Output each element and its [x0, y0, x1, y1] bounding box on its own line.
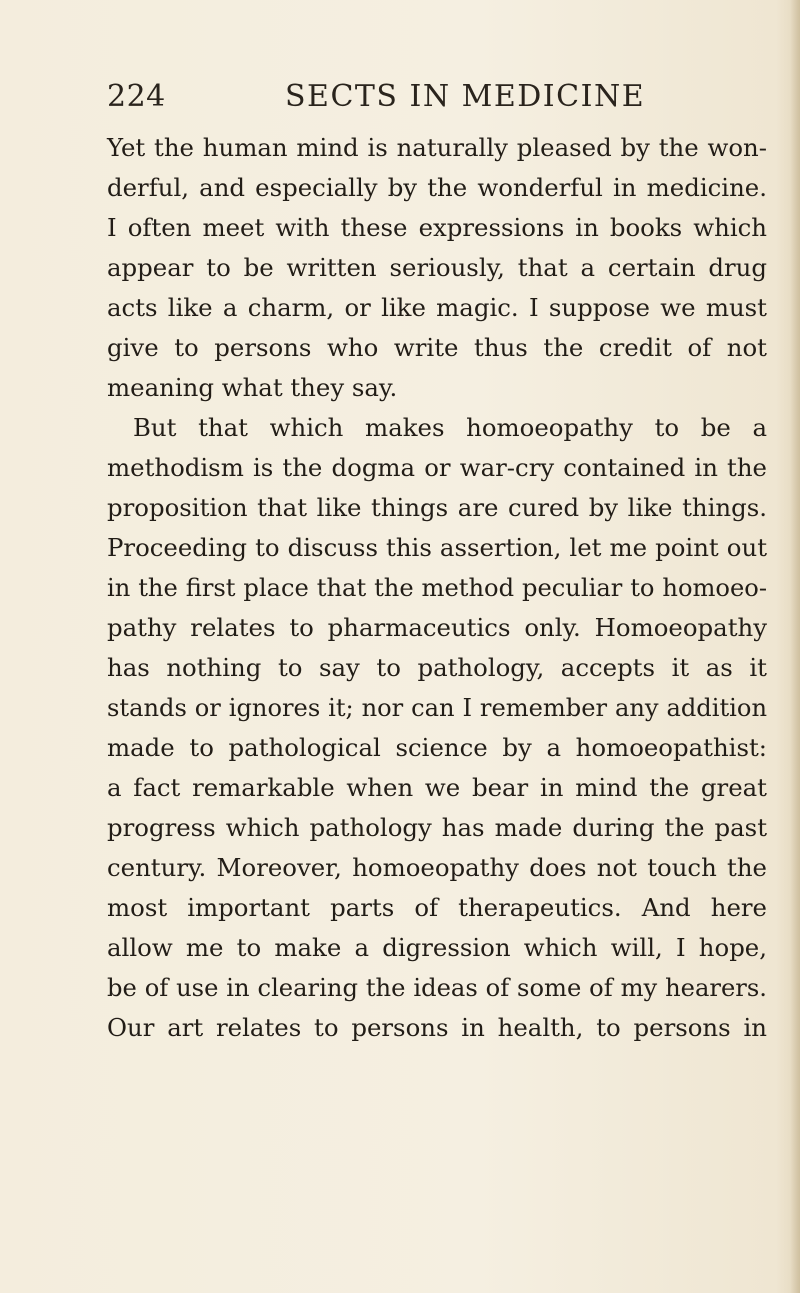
text-line: derful, and especially by the wonderful in medicine. — [107, 173, 767, 202]
text-line: appear to be written seriously, that a certain drug — [107, 253, 767, 282]
running-title: SECTS IN MEDICINE — [285, 79, 646, 114]
text-line: Our art relates to persons in health, to persons in — [107, 1013, 767, 1042]
text-line: most important parts of therapeutics. And here — [107, 893, 767, 922]
text-line: I often meet with these expressions in books which — [107, 213, 767, 242]
text-line: methodism is the dogma or war-cry contained in the — [107, 453, 767, 482]
text-line: Yet the human mind is naturally pleased by the won- — [107, 133, 767, 162]
text-line: century. Moreover, homoeopathy does not touch the — [107, 853, 767, 882]
text-line: acts like a charm, or like magic. I suppose we must — [107, 293, 767, 322]
text-line: proposition that like things are cured by like things. — [107, 493, 767, 522]
text-line: a fact remarkable when we bear in mind the great — [107, 773, 767, 802]
body-text — [107, 128, 767, 1048]
page-number: 224 — [107, 79, 166, 114]
text-line: But that which makes homoeopathy to be a — [133, 413, 767, 442]
text-line: give to persons who write thus the credit of not — [107, 333, 767, 362]
text-line: has nothing to say to pathology, accepts it as it — [107, 653, 767, 682]
text-line: be of use in clearing the ideas of some of my hearers. — [107, 974, 767, 1002]
text-line: allow me to make a digression which will, I hope, — [107, 933, 767, 962]
text-line: Proceeding to discuss this assertion, let me point out — [107, 533, 767, 562]
text-line: in the first place that the method peculiar to homoeo- — [107, 574, 767, 602]
text-line: progress which pathology has made during the past — [107, 813, 767, 842]
text-line: made to pathological science by a homoeopathist: — [107, 733, 767, 762]
running-head — [107, 72, 767, 122]
page-edge-shadow — [790, 0, 800, 1293]
text-line: pathy relates to pharmaceutics only. Homoeopathy — [107, 613, 767, 642]
text-line: meaning what they say. — [107, 373, 398, 402]
text-line: stands or ignores it; nor can I remember any addition — [107, 694, 767, 722]
